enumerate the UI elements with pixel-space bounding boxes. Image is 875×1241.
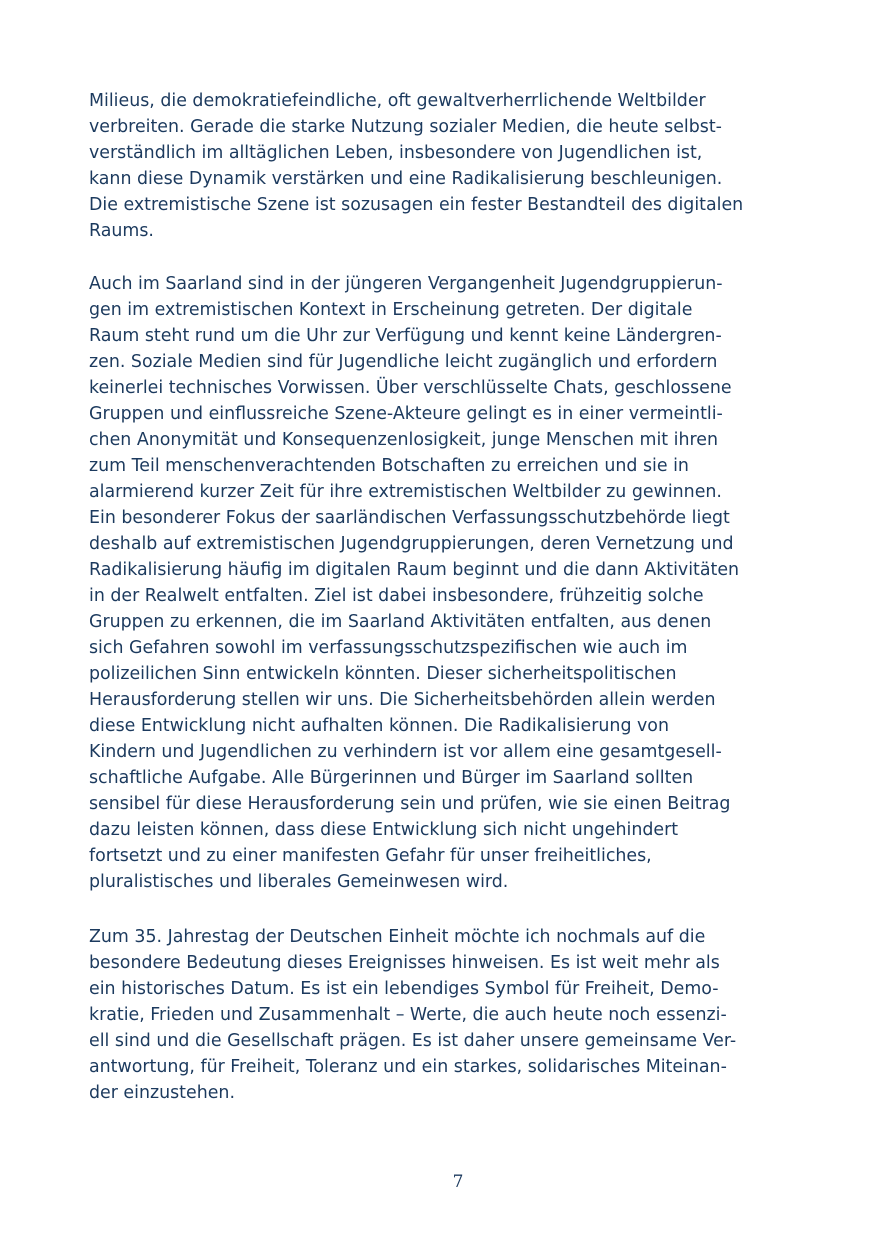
text-line: pluralistisches und liberales Gemeinwesen wird. xyxy=(89,872,509,892)
text-line: gen im extremistischen Kontext in Erscheinung getreten. Der digitale xyxy=(89,300,693,320)
text-line: Kindern und Jugendlichen zu verhindern ist vor allem eine gesamtgesell- xyxy=(89,742,722,762)
text-line: polizeilichen Sinn entwickeln könnten. Dieser sicherheitspolitischen xyxy=(89,664,677,684)
text-line: ein historisches Datum. Es ist ein lebendiges Symbol für Freiheit, Demo- xyxy=(89,979,719,999)
text-line: Gruppen und einflussreiche Szene-Akteure gelingt es in einer vermeintli- xyxy=(89,404,723,424)
text-line: antwortung, für Freiheit, Toleranz und ein starkes, solidarisches Miteinan- xyxy=(89,1057,727,1077)
text-line: verbreiten. Gerade die starke Nutzung sozialer Medien, die heute selbst- xyxy=(89,117,722,137)
paragraph-1 xyxy=(89,88,809,244)
paragraph-3 xyxy=(89,924,809,1106)
text-line: sich Gefahren sowohl im verfassungsschutzspezifischen wie auch im xyxy=(89,638,688,658)
text-line: Raums. xyxy=(89,221,154,241)
text-line: besondere Bedeutung dieses Ereignisses hinweisen. Es ist weit mehr als xyxy=(89,953,720,973)
text-line: kratie, Frieden und Zusammenhalt – Werte, die auch heute noch essenzi- xyxy=(89,1005,727,1025)
page-number: 7 xyxy=(452,1172,464,1192)
paragraph-2 xyxy=(89,271,809,895)
text-line: in der Realwelt entfalten. Ziel ist dabei insbesondere, frühzeitig solche xyxy=(89,586,704,606)
text-line: der einzustehen. xyxy=(89,1083,235,1103)
text-line: sensibel für diese Herausforderung sein und prüfen, wie sie einen Beitrag xyxy=(89,794,731,814)
text-line: keinerlei technisches Vorwissen. Über verschlüsselte Chats, geschlossene xyxy=(89,378,732,398)
text-line: ell sind und die Gesellschaft prägen. Es ist daher unsere gemeinsame Ver- xyxy=(89,1031,737,1051)
text-line: zen. Soziale Medien sind für Jugendliche leicht zugänglich und erfordern xyxy=(89,352,718,372)
text-line: Zum 35. Jahrestag der Deutschen Einheit möchte ich nochmals auf die xyxy=(89,927,706,947)
text-line: Radikalisierung häufig im digitalen Raum beginnt und die dann Aktivitäten xyxy=(89,560,740,580)
text-line: fortsetzt und zu einer manifesten Gefahr für unser freiheitliches, xyxy=(89,846,652,866)
text-line: schaftliche Aufgabe. Alle Bürgerinnen und Bürger im Saarland sollten xyxy=(89,768,694,788)
text-line: alarmierend kurzer Zeit für ihre extremistischen Weltbilder zu gewinnen. xyxy=(89,482,722,502)
text-line: deshalb auf extremistischen Jugendgruppierungen, deren Vernetzung und xyxy=(89,534,734,554)
text-line: zum Teil menschenverachtenden Botschaften zu erreichen und sie in xyxy=(89,456,689,476)
text-line: kann diese Dynamik verstärken und eine Radikalisierung beschleunigen. xyxy=(89,169,723,189)
text-line: Raum steht rund um die Uhr zur Verfügung und kennt keine Ländergren- xyxy=(89,326,722,346)
text-line: Auch im Saarland sind in der jüngeren Vergangenheit Jugendgruppierun- xyxy=(89,274,723,294)
text-line: Ein besonderer Fokus der saarländischen Verfassungsschutzbehörde liegt xyxy=(89,508,730,528)
text-line: Gruppen zu erkennen, die im Saarland Aktivitäten entfalten, aus denen xyxy=(89,612,712,632)
text-line: chen Anonymität und Konsequenzenlosigkeit, junge Menschen mit ihren xyxy=(89,430,718,450)
text-line: Herausforderung stellen wir uns. Die Sicherheitsbehörden allein werden xyxy=(89,690,716,710)
text-line: Die extremistische Szene ist sozusagen ein fester Bestandteil des digitalen xyxy=(89,195,744,215)
text-line: dazu leisten können, dass diese Entwicklung sich nicht ungehindert xyxy=(89,820,679,840)
text-line: diese Entwicklung nicht aufhalten können. Die Radikalisierung von xyxy=(89,716,669,736)
text-line: verständlich im alltäglichen Leben, insbesondere von Jugendlichen ist, xyxy=(89,143,703,163)
text-line: Milieus, die demokratiefeindliche, oft gewaltverherrlichende Weltbilder xyxy=(89,91,706,111)
